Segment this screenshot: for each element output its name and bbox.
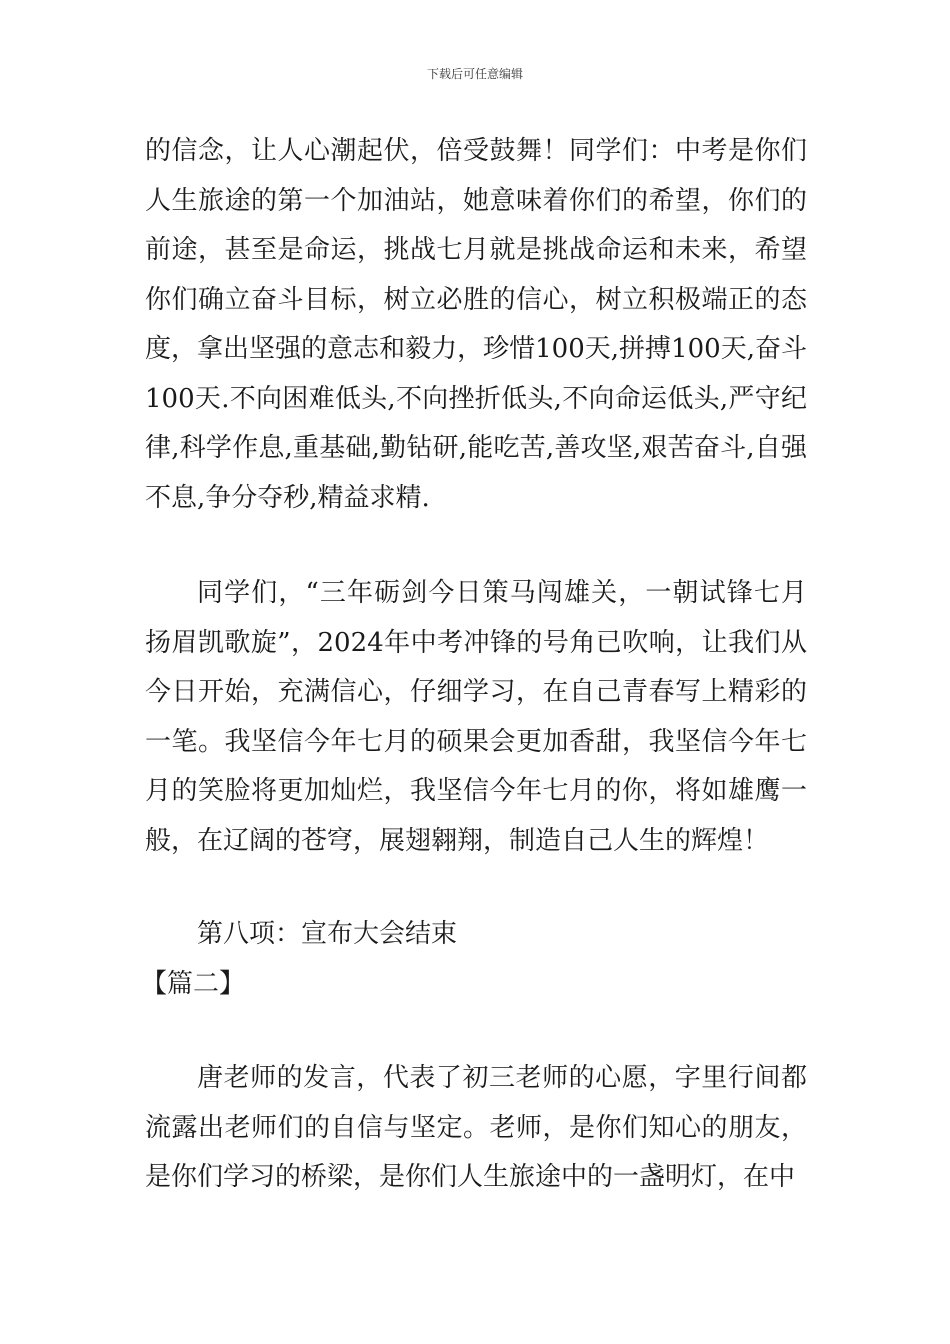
document-body [141, 127, 807, 1203]
section-heading: 【篇二】 [141, 968, 246, 999]
paragraph-gap [145, 1009, 807, 1054]
paragraph-encouragement: 同学们，“三年砺剑今日策马闯雄关，一朝试锋七月扬眉凯歌旋”，2024年中考冲锋的号角已吹响，让我们从今日开始，充满信心，仔细学习，在自己青春写上精彩的一笔。我坚信今年七月的硕果会更加香甜，我坚信今年七月的笑脸将更加灿烂，我坚信今年七月的你，将如雄鹰一般，在辽阔的苍穹，展翅翱翔，制造自己人生的辉煌！ [145, 578, 807, 856]
paragraph-teacher-speech: 唐老师的发言，代表了初三老师的心愿，字里行间都流露出老师们的自信与坚定。老师，是你们知心的朋友，是你们学习的桥梁，是你们人生旅途中的一盏明灯，在中 [145, 1063, 807, 1192]
header-note: 下载后可任意编辑 [426, 67, 523, 81]
paragraph-gap [145, 866, 807, 910]
paragraph-continued: 的信念，让人心潮起伏，倍受鼓舞！同学们：中考是你们人生旅途的第一个加油站，她意味着你们的希望，你们的前途，甚至是命运，挑战七月就是挑战命运和未来，希望你们确立奋斗目标，树立必胜的信心，树立积极端正的态度，拿出坚强的意志和毅力，珍惜100天,拼搏100天,奋斗100天.不向困难低头,不向挫折低头,不向命运低头,严守纪律,科学作息,重基础,勤钻研,能吃苦,善攻坚,艰苦奋斗,自强不息,争分夺秒,精益求精. [145, 136, 807, 513]
paragraph-gap [145, 523, 807, 569]
agenda-item-eight: 第八项：宣布大会结束 [197, 919, 458, 949]
